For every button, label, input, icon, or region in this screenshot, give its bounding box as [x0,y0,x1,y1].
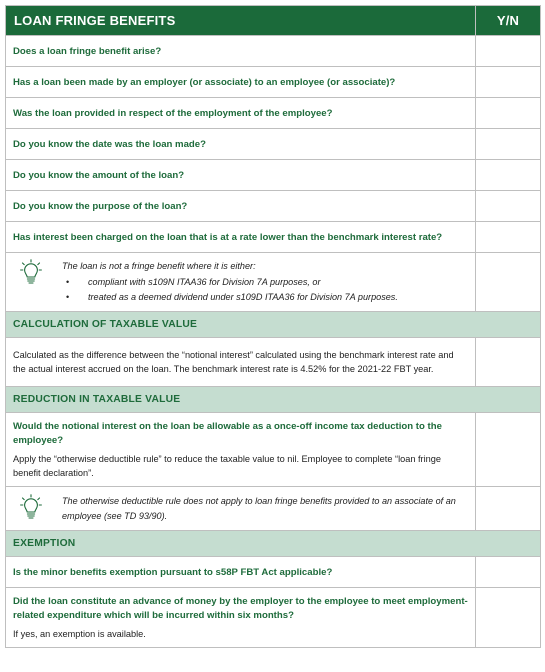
question-detail: If yes, an exemption is available. [13,628,146,639]
question-text: Does a loan fringe benefit arise? [6,36,476,67]
question-text: Would the notional interest on the loan be allowable as a once-off income tax deduction to the employee? [13,420,442,446]
question-text: Do you know the purpose of the loan? [6,191,476,222]
question-row [6,588,541,648]
calculation-description: Calculated as the difference between the “notional interest” calculated using the benchmark interest rate and the actual interest accrued on the loan. The benchmark interest rate is 4.52% for the 2021-22 FBT year. [6,338,476,387]
question-text: Do you know the date was the loan made? [6,129,476,160]
yn-answer-cell[interactable] [476,129,541,160]
question-detail: Apply the “otherwise deductible rule” to reduce the taxable value to nil. Employee to complete “loan fringe benefit declaration”. [13,453,441,478]
loan-fringe-benefits-checklist [5,5,540,648]
section-header-row [6,531,541,557]
section-heading-calculation: CALCULATION OF TAXABLE VALUE [6,312,541,338]
question-row [6,413,541,487]
yn-column-header: Y/N [476,6,541,36]
question-row [6,557,541,588]
note-cell [6,487,476,531]
section-heading-reduction: REDUCTION IN TAXABLE VALUE [6,387,541,413]
yn-answer-cell[interactable] [476,588,541,648]
yn-answer-cell[interactable] [476,160,541,191]
section-header-row [6,387,541,413]
question-text: Was the loan provided in respect of the employment of the employee? [6,98,476,129]
yn-answer-cell[interactable] [476,36,541,67]
checklist-table [5,5,541,648]
lightbulb-icon [20,494,42,520]
list-item: • treated as a deemed dividend under s109D ITAA36 for Division 7A purposes. [66,290,398,305]
lightbulb-icon [20,259,42,285]
note-row [6,487,541,531]
yn-answer-cell[interactable] [476,222,541,253]
section-heading-exemption: EXEMPTION [6,531,541,557]
text-row [6,338,541,387]
note-intro: The loan is not a fringe benefit where it is either: [62,261,256,271]
yn-answer-cell[interactable] [476,253,541,312]
question-row [6,191,541,222]
question-cell [6,588,476,648]
header-row [6,6,541,36]
list-item: • compliant with s109N ITAA36 for Division 7A purposes, or [66,275,398,290]
note-cell [6,253,476,312]
question-text: Has interest been charged on the loan that is at a rate lower than the benchmark interest rate? [6,222,476,253]
table-title: LOAN FRINGE BENEFITS [6,6,476,36]
question-row [6,160,541,191]
note-text [62,259,398,305]
yn-answer-cell[interactable] [476,98,541,129]
yn-answer-cell[interactable] [476,557,541,588]
question-text: Did the loan constitute an advance of money by the employer to the employee to meet employment-related expenditure which will be incurred within six months? [13,595,468,621]
yn-answer-cell[interactable] [476,413,541,487]
question-text: Is the minor benefits exemption pursuant to s58P FBT Act applicable? [6,557,476,588]
question-row [6,222,541,253]
question-text: Do you know the amount of the loan? [6,160,476,191]
note-row [6,253,541,312]
yn-answer-cell[interactable] [476,191,541,222]
section-header-row [6,312,541,338]
question-row [6,67,541,98]
question-cell [6,413,476,487]
question-text: Has a loan been made by an employer (or associate) to an employee (or associate)? [6,67,476,98]
question-row [6,36,541,67]
question-row [6,98,541,129]
yn-answer-cell[interactable] [476,487,541,531]
question-row [6,129,541,160]
note-text: The otherwise deductible rule does not apply to loan fringe benefits provided to an associate of an employee (see TD 93/90). [62,495,456,521]
yn-answer-cell[interactable] [476,67,541,98]
yn-answer-cell[interactable] [476,338,541,387]
note-bullet-list [62,275,398,305]
